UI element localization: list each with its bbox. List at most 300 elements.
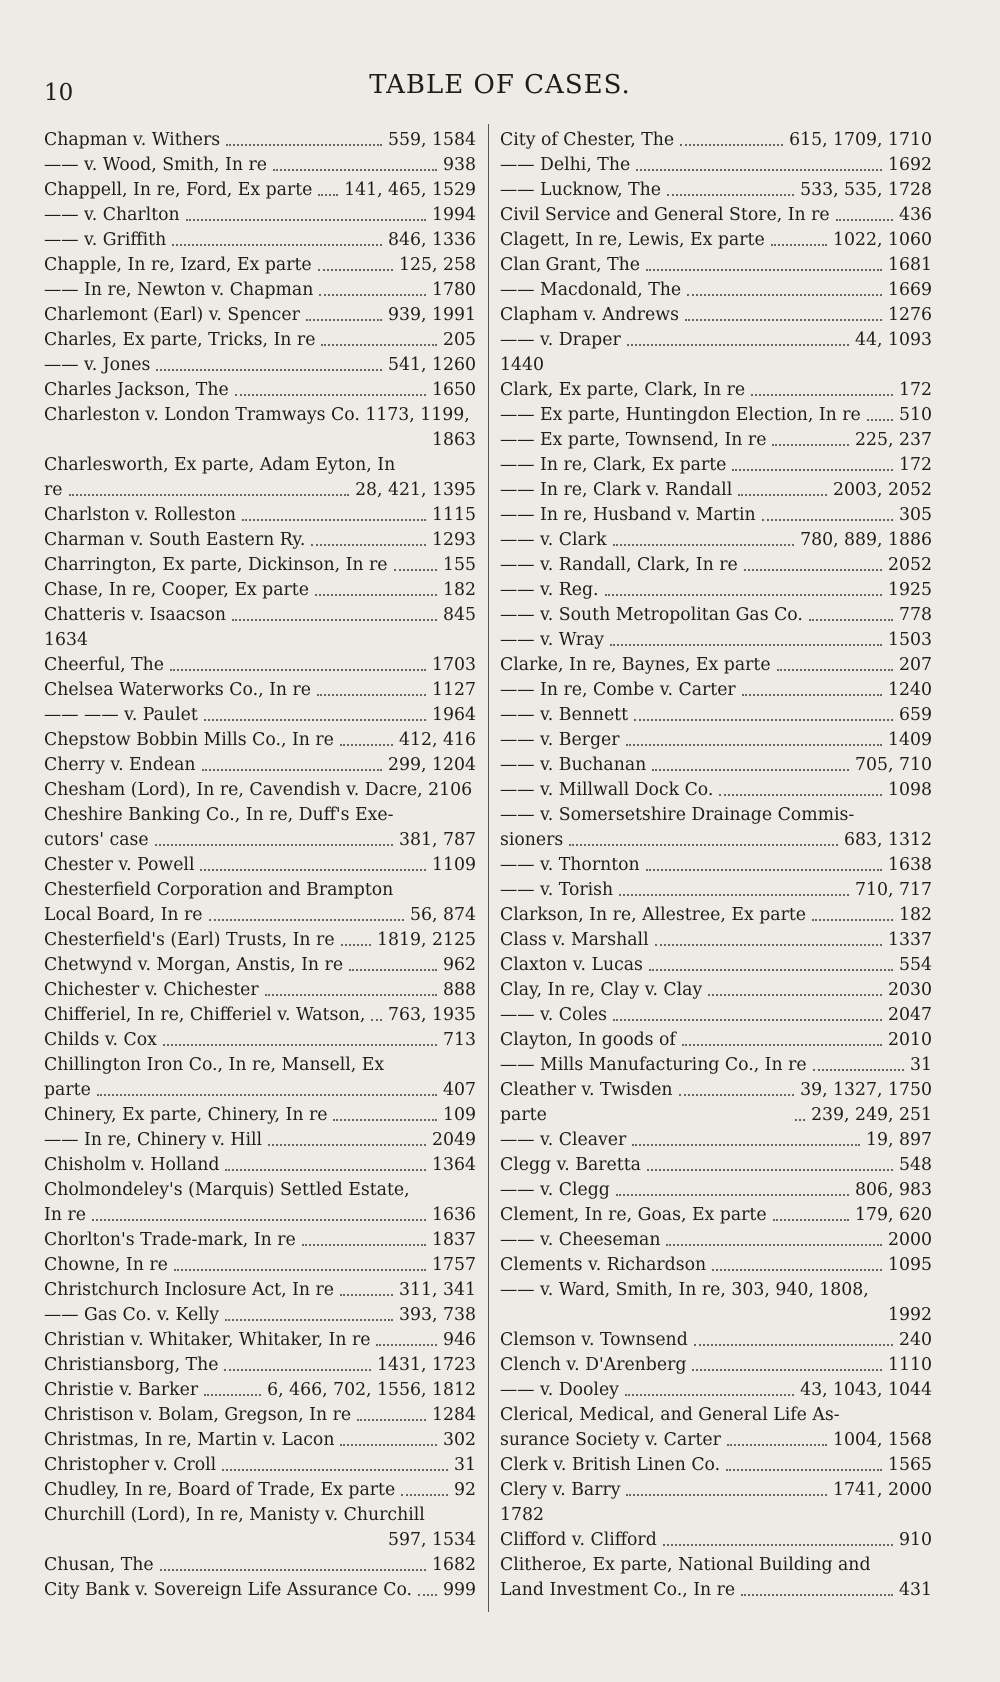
- dot-leader: [340, 744, 393, 746]
- case-entry: [500, 678, 932, 703]
- case-title: Cheshire Banking Co., In re, Duff's Exe-: [44, 805, 394, 825]
- case-entry: [500, 353, 932, 378]
- case-title: Cholmondeley's (Marquis) Settled Estate,: [44, 1180, 410, 1200]
- page-reference: 31: [454, 1455, 476, 1475]
- dot-leader: [569, 844, 838, 846]
- case-title: Charlesworth, Ex parte, Adam Eyton, In: [44, 455, 396, 475]
- dot-leader: [265, 994, 437, 996]
- case-title: Charles, Ex parte, Tricks, In re: [44, 330, 316, 350]
- page-reference: 1098: [888, 780, 932, 800]
- page-reference: 1669: [888, 280, 932, 300]
- page-reference: 412, 416: [399, 730, 476, 750]
- case-title: Chapman v. Withers: [44, 130, 221, 150]
- dot-leader: [694, 1344, 893, 1346]
- page-reference: 1127: [432, 680, 476, 700]
- case-title: Clay, In re, Clay v. Clay: [500, 980, 703, 1000]
- case-title: —— v. Somersetshire Drainage Commis-: [500, 805, 855, 825]
- case-title: Clemson v. Townsend: [500, 1330, 688, 1350]
- dot-leader: [306, 319, 382, 321]
- dot-leader: [235, 394, 426, 396]
- dot-leader: [302, 1244, 426, 1246]
- case-entry: [44, 1278, 476, 1303]
- case-entry: [44, 753, 476, 778]
- case-title: —— In re, Clark v. Randall: [500, 480, 733, 500]
- case-entry: [500, 553, 932, 578]
- dot-leader: [732, 469, 893, 471]
- dot-leader: [394, 569, 437, 571]
- case-title: Claxton v. Lucas: [500, 955, 643, 975]
- case-title: —— v. Cleaver: [500, 1130, 627, 1150]
- case-title: —— v. Randall, Clark, In re: [500, 555, 738, 575]
- dot-leader: [318, 194, 338, 196]
- case-entry: [500, 1478, 932, 1503]
- page-reference: 302: [443, 1430, 476, 1450]
- page-reference: 436: [899, 205, 932, 225]
- case-title: —— In re, Clark, Ex parte: [500, 455, 727, 475]
- case-title: —— v. Clegg: [500, 1180, 610, 1200]
- case-title: —— v. Millwall Dock Co.: [500, 780, 714, 800]
- case-title: —— v. Bennett: [500, 705, 629, 725]
- case-title: Chase, In re, Cooper, Ex parte: [44, 580, 309, 600]
- case-title: —— v. South Metropolitan Gas Co.: [500, 605, 803, 625]
- dot-leader: [795, 1119, 805, 1121]
- case-title: 1440: [500, 355, 544, 375]
- page-reference: 1284: [432, 1405, 476, 1425]
- case-entry: [500, 578, 932, 603]
- case-entry: [500, 228, 932, 253]
- case-entry: [44, 778, 476, 803]
- case-entry: [500, 428, 932, 453]
- page-reference: 1741, 2000: [833, 1480, 932, 1500]
- case-entry: [500, 953, 932, 978]
- page-reference: 705, 710: [855, 755, 932, 775]
- case-entry: [44, 1078, 476, 1103]
- case-entry: [44, 1503, 476, 1528]
- case-entry: [500, 878, 932, 903]
- dot-leader: [762, 519, 893, 521]
- page-reference: 1110: [888, 1355, 932, 1375]
- dot-leader: [777, 669, 893, 671]
- dot-leader: [632, 1144, 860, 1146]
- case-title: Christmas, In re, Martin v. Lacon: [44, 1430, 335, 1450]
- case-title: —— v. Dooley: [500, 1380, 619, 1400]
- dot-leader: [209, 919, 404, 921]
- page-reference: 2010: [888, 1030, 932, 1050]
- case-title: Chappell, In re, Ford, Ex parte: [44, 180, 313, 200]
- case-entry: [44, 178, 476, 203]
- case-title: —— v. Ward, Smith, In re, 303, 940, 1808,: [500, 1280, 869, 1300]
- dot-leader: [273, 169, 437, 171]
- case-entry: [500, 203, 932, 228]
- page-reference: 1636: [432, 1205, 476, 1225]
- case-entry: [44, 1303, 476, 1328]
- dot-leader: [225, 1169, 426, 1171]
- case-entry: [44, 1403, 476, 1428]
- case-title: Christie v. Barker: [44, 1380, 199, 1400]
- case-entry: [500, 453, 932, 478]
- case-entry: [44, 253, 476, 278]
- dot-leader: [771, 244, 827, 246]
- case-title: —— v. Buchanan: [500, 755, 647, 775]
- case-title: —— v. Charlton: [44, 205, 180, 225]
- case-entry: [44, 528, 476, 553]
- dot-leader: [174, 1269, 426, 1271]
- page-reference: 910: [899, 1530, 932, 1550]
- dot-leader: [349, 969, 437, 971]
- page-reference: 1503: [888, 630, 932, 650]
- dot-leader: [625, 1394, 794, 1396]
- page-reference: 615, 1709, 1710: [789, 130, 932, 150]
- page-reference: 305: [899, 505, 932, 525]
- page-reference: 778: [899, 605, 932, 625]
- case-title: Christopher v. Croll: [44, 1455, 217, 1475]
- case-title: Chinery, Ex parte, Chinery, In re: [44, 1105, 328, 1125]
- page-reference: 2030: [888, 980, 932, 1000]
- case-entry: [44, 478, 476, 503]
- page-reference: 1022, 1060: [833, 230, 932, 250]
- case-title: Chesterfield's (Earl) Trusts, In re: [44, 930, 335, 950]
- case-entry: [500, 853, 932, 878]
- case-entry: [500, 1028, 932, 1053]
- case-title: Clarke, In re, Baynes, Ex parte: [500, 655, 771, 675]
- dot-leader: [163, 1044, 437, 1046]
- case-entry: [500, 278, 932, 303]
- case-entry: [44, 1328, 476, 1353]
- page-reference: 172: [899, 380, 932, 400]
- case-title: Clements v. Richardson: [500, 1255, 707, 1275]
- case-entry: [44, 803, 476, 828]
- dot-leader: [341, 944, 372, 946]
- page-reference: 1115: [432, 505, 476, 525]
- dot-leader: [605, 594, 882, 596]
- case-entry: [44, 1353, 476, 1378]
- case-title: Charlemont (Earl) v. Spencer: [44, 305, 300, 325]
- case-title: —— —— v. Paulet: [44, 705, 198, 725]
- case-title: —— In re, Combe v. Carter: [500, 680, 736, 700]
- case-entry: [500, 803, 932, 828]
- dot-leader: [225, 1319, 393, 1321]
- case-title: Chapple, In re, Izard, Ex parte: [44, 255, 312, 275]
- page-reference: 806, 983: [855, 1180, 932, 1200]
- case-entry: [500, 728, 932, 753]
- case-entry: [500, 1103, 932, 1128]
- dot-leader: [646, 269, 882, 271]
- case-entry: [44, 428, 476, 453]
- case-entry: [500, 1128, 932, 1153]
- page-reference: 1109: [432, 855, 476, 875]
- page-reference: 2047: [888, 1005, 932, 1025]
- page-reference: 2003, 2052: [833, 480, 932, 500]
- dot-leader: [69, 494, 350, 496]
- case-title: —— v. Wray: [500, 630, 605, 650]
- case-entry: [500, 1053, 932, 1078]
- case-title: Clerk v. British Linen Co.: [500, 1455, 721, 1475]
- case-title: —— Macdonald, The: [500, 280, 682, 300]
- page-reference: 548: [899, 1155, 932, 1175]
- case-title: In re: [44, 1205, 86, 1225]
- case-title: —— Ex parte, Huntingdon Election, In re: [500, 405, 861, 425]
- case-entry: [44, 578, 476, 603]
- dot-leader: [401, 1494, 448, 1496]
- case-title: Chudley, In re, Board of Trade, Ex parte: [44, 1480, 396, 1500]
- case-entry: [44, 1003, 476, 1028]
- case-entry: [500, 1303, 932, 1328]
- dot-leader: [232, 619, 437, 621]
- page-reference: 1681: [888, 255, 932, 275]
- case-title: cutors' case: [44, 830, 149, 850]
- page-reference: 1703: [432, 655, 476, 675]
- dot-leader: [357, 1419, 426, 1421]
- page-reference: 381, 787: [399, 830, 476, 850]
- dot-leader: [200, 869, 426, 871]
- dot-leader: [647, 1169, 893, 1171]
- case-title: Chesterfield Corporation and Brampton: [44, 880, 394, 900]
- case-entry: [44, 1453, 476, 1478]
- dot-leader: [317, 694, 426, 696]
- case-title: Charles Jackson, The: [44, 380, 229, 400]
- page-reference: 1095: [888, 1255, 932, 1275]
- page-reference: 1337: [888, 930, 932, 950]
- page-reference: 205: [443, 330, 476, 350]
- dot-leader: [809, 619, 893, 621]
- case-entry: [44, 828, 476, 853]
- case-entry: [500, 1153, 932, 1178]
- dot-leader: [170, 669, 426, 671]
- case-title: Christiansborg, The: [44, 1355, 219, 1375]
- case-entry: [44, 1128, 476, 1153]
- page-reference: 659: [899, 705, 932, 725]
- case-title: Chichester v. Chichester: [44, 980, 259, 1000]
- case-entry: [44, 1578, 476, 1603]
- case-title: —— v. Coles: [500, 1005, 608, 1025]
- page-reference: 559, 1584: [388, 130, 476, 150]
- case-title: Clery v. Barry: [500, 1480, 621, 1500]
- page-reference: 713: [443, 1030, 476, 1050]
- case-entry: [500, 703, 932, 728]
- case-title: parte: [44, 1080, 91, 1100]
- page-reference: 56, 874: [410, 905, 476, 925]
- case-title: Clegg v. Baretta: [500, 1155, 641, 1175]
- dot-leader: [649, 969, 893, 971]
- dot-leader: [311, 544, 426, 546]
- case-title: Chatteris v. Isaacson: [44, 605, 227, 625]
- case-title: —— v. Reg.: [500, 580, 599, 600]
- case-title: —— v. Cheeseman: [500, 1230, 661, 1250]
- case-entry: [44, 953, 476, 978]
- dot-leader: [646, 869, 882, 871]
- dot-leader: [655, 944, 882, 946]
- case-entry: [500, 978, 932, 1003]
- case-entry: [500, 1403, 932, 1428]
- case-entry: [500, 1453, 932, 1478]
- case-entry: [44, 628, 476, 653]
- case-title: Clapham v. Andrews: [500, 305, 679, 325]
- case-entry: [44, 278, 476, 303]
- case-title: —— v. Berger: [500, 730, 620, 750]
- page-reference: 846, 1336: [388, 230, 476, 250]
- dot-leader: [97, 1094, 437, 1096]
- case-entry: [500, 528, 932, 553]
- page-reference: 1431, 1723: [377, 1355, 476, 1375]
- page-reference: 763, 1935: [388, 1005, 476, 1025]
- page-reference: 1565: [888, 1455, 932, 1475]
- case-title: 1634: [44, 630, 88, 650]
- case-title: Cherry v. Endean: [44, 755, 196, 775]
- case-title: Cleather v. Twisden: [500, 1080, 673, 1100]
- case-entry: [44, 653, 476, 678]
- page-reference: 541, 1260: [388, 355, 476, 375]
- page-reference: 141, 465, 1529: [344, 180, 476, 200]
- case-entry: [500, 1228, 932, 1253]
- dot-leader: [679, 1094, 795, 1096]
- dot-leader: [333, 1119, 437, 1121]
- case-title: Charlston v. Rolleston: [44, 505, 237, 525]
- case-entry: [500, 753, 932, 778]
- dot-leader: [155, 844, 393, 846]
- case-entry: [500, 1528, 932, 1553]
- case-entry: [44, 1253, 476, 1278]
- case-title: —— v. Griffith: [44, 230, 167, 250]
- case-title: sioners: [500, 830, 564, 850]
- case-title: Clitheroe, Ex parte, National Building and: [500, 1555, 871, 1575]
- case-entry: [44, 503, 476, 528]
- dot-leader: [613, 544, 795, 546]
- case-entry: [500, 1553, 932, 1578]
- dot-leader: [712, 1269, 882, 1271]
- case-title: —— v. Thornton: [500, 855, 640, 875]
- case-entry: [44, 903, 476, 928]
- page-reference: 962: [443, 955, 476, 975]
- dot-leader: [813, 1069, 904, 1071]
- dot-leader: [610, 644, 882, 646]
- case-title: Local Board, In re: [44, 905, 203, 925]
- case-title: Chifferiel, In re, Chifferiel v. Watson,: [44, 1005, 366, 1025]
- case-entry: [500, 178, 932, 203]
- case-entry: [44, 1103, 476, 1128]
- page-reference: 710, 717: [855, 880, 932, 900]
- case-title: Clement, In re, Goas, Ex parte: [500, 1205, 767, 1225]
- case-entry: [44, 553, 476, 578]
- case-entry: [44, 1553, 476, 1578]
- page-reference: 39, 1327, 1750: [800, 1080, 932, 1100]
- case-title: —— Mills Manufacturing Co., In re: [500, 1055, 807, 1075]
- case-title: Chowne, In re: [44, 1255, 168, 1275]
- case-entry: [44, 453, 476, 478]
- case-title: Charrington, Ex parte, Dickinson, In re: [44, 555, 388, 575]
- case-entry: [500, 778, 932, 803]
- page-reference: 182: [899, 905, 932, 925]
- page-reference: 299, 1204: [388, 755, 476, 775]
- case-entry: [44, 353, 476, 378]
- dot-leader: [376, 1344, 437, 1346]
- case-entry: [500, 603, 932, 628]
- page-reference: 179, 620: [855, 1205, 932, 1225]
- dot-leader: [315, 594, 437, 596]
- page-reference: 1004, 1568: [833, 1430, 932, 1450]
- case-entry: [44, 1478, 476, 1503]
- dot-leader: [727, 1444, 827, 1446]
- case-title: Chusan, The: [44, 1555, 154, 1575]
- dot-leader: [773, 1219, 849, 1221]
- dot-leader: [867, 419, 893, 421]
- dot-leader: [156, 369, 382, 371]
- case-entry: [500, 1253, 932, 1278]
- case-title: Clayton, In goods of: [500, 1030, 676, 1050]
- dot-leader: [340, 1294, 393, 1296]
- case-title: Land Investment Co., In re: [500, 1580, 736, 1600]
- case-entry: [500, 828, 932, 853]
- case-entry: [44, 678, 476, 703]
- page-reference: 172: [899, 455, 932, 475]
- page-reference: 1837: [432, 1230, 476, 1250]
- page-reference: 845: [443, 605, 476, 625]
- page-reference: 31: [910, 1055, 932, 1075]
- dot-leader: [268, 1144, 426, 1146]
- page-reference: 1409: [888, 730, 932, 750]
- dot-leader: [738, 494, 827, 496]
- case-title: Childs v. Cox: [44, 1030, 157, 1050]
- case-entry: [44, 153, 476, 178]
- dot-leader: [836, 219, 893, 221]
- page-reference: 1964: [432, 705, 476, 725]
- dot-leader: [772, 444, 849, 446]
- case-entry: [44, 853, 476, 878]
- case-entry: [44, 1178, 476, 1203]
- case-entry: [44, 728, 476, 753]
- case-title: surance Society v. Carter: [500, 1430, 721, 1450]
- case-entry: [500, 1328, 932, 1353]
- case-entry: [500, 1278, 932, 1303]
- dot-leader: [751, 394, 893, 396]
- case-title: 1782: [500, 1505, 544, 1525]
- page-reference: 2000: [888, 1230, 932, 1250]
- case-title: Cheerful, The: [44, 655, 164, 675]
- case-title: Christchurch Inclosure Act, In re: [44, 1280, 335, 1300]
- right-column: [500, 128, 932, 1603]
- case-entry: [44, 1428, 476, 1453]
- case-entry: [44, 1053, 476, 1078]
- dot-leader: [627, 344, 849, 346]
- page-reference: 28, 421, 1395: [355, 480, 476, 500]
- dot-leader: [626, 1494, 827, 1496]
- case-title: Chesham (Lord), In re, Cavendish v. Dacre, 2106: [44, 780, 473, 800]
- page-reference: 1638: [888, 855, 932, 875]
- page-reference: 1863: [432, 430, 476, 450]
- case-entry: [44, 703, 476, 728]
- dot-leader: [172, 244, 382, 246]
- case-title: —— In re, Husband v. Martin: [500, 505, 756, 525]
- case-entry: [44, 1228, 476, 1253]
- page-reference: 597, 1534: [388, 1530, 476, 1550]
- page-reference: 1240: [888, 680, 932, 700]
- dot-leader: [680, 144, 783, 146]
- case-entry: [44, 328, 476, 353]
- case-title: re: [44, 480, 63, 500]
- case-title: Charleston v. London Tramways Co. 1173, 1199,: [44, 405, 470, 425]
- page-reference: 946: [443, 1330, 476, 1350]
- case-title: Clerical, Medical, and General Life As-: [500, 1405, 840, 1425]
- case-entry: [500, 153, 932, 178]
- page-reference: 683, 1312: [844, 830, 932, 850]
- page-reference: 1650: [432, 380, 476, 400]
- dot-leader: [682, 1044, 882, 1046]
- page-reference: 92: [454, 1480, 476, 1500]
- case-title: Class v. Marshall: [500, 930, 649, 950]
- case-entry: [500, 303, 932, 328]
- page-reference: 533, 535, 1728: [800, 180, 932, 200]
- dot-leader: [744, 569, 882, 571]
- case-title: —— Delhi, The: [500, 155, 631, 175]
